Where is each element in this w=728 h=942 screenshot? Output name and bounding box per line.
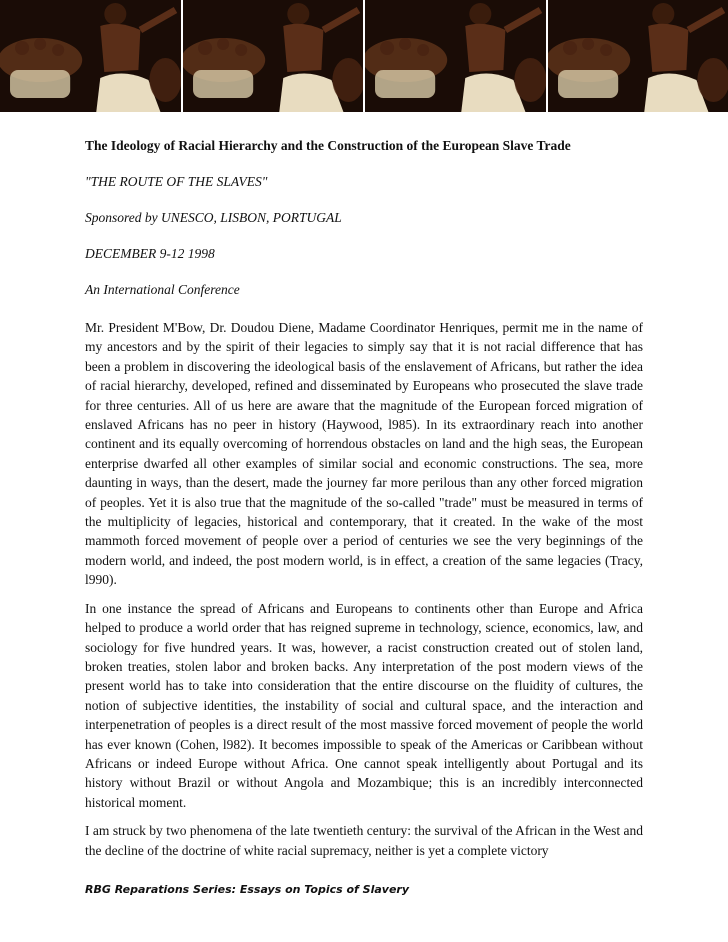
photo-banner — [0, 0, 728, 112]
dancer-photo-graphic — [0, 0, 181, 112]
body-paragraph: I am struck by two phenomena of the late twentieth century: the survival of the African in the West and the decline of the doctrine of white racial supremacy, neither is yet a complete victory — [85, 823, 643, 858]
dancer-photo — [183, 0, 366, 112]
event-line: An International Conference — [85, 282, 240, 297]
dancer-photo-graphic — [365, 0, 546, 112]
document-subtitle: "THE ROUTE OF THE SLAVES" — [85, 174, 268, 189]
dancer-photo — [548, 0, 728, 112]
body-paragraph: Mr. President M'Bow, Dr. Doudou Diene, Madame Coordinator Henriques, permit me in the name of my ancestors and by the spirit of their legacies to simply say that it is not racial difference that has been a problem in discovering the ideological basis of the enslavement of Africans, but rather the idea of racial hierarchy, developed, refined and disseminated by Europeans who prosecuted the slave trade for three centuries. All of us here are aware that the magnitude of the European forced migration of enslaved Africans has no peer in history (Haywood, l985). In its extraordinary reach into another continent and its equally overcoming of horrendous obstacles on land and the high seas, the European enterprise dwarfed all other examples of similar social and economic constructions. The sea, more daunting in ways, than the desert, made the journey far more perilous than any other forced migration of peoples. Yet it is also true that the magnitude of the so-called "trade" must be measured in terms of the multiplicity of legacies, historical and contemporary, that it created. In the wake of the most mammoth forced movement of people over a period of centuries we see the very beginnings of the modern world, and indeed, the post modern world, is in effect, a creation of the same legacies (Tracy, l990). — [85, 320, 643, 588]
dancer-photo — [0, 0, 183, 112]
series-footer: RBG Reparations Series: Essays on Topics of Slavery — [85, 883, 410, 896]
dancer-photo-graphic — [548, 0, 728, 112]
dancer-photo — [365, 0, 548, 112]
dancer-photo-graphic — [183, 0, 364, 112]
document-body — [85, 138, 643, 869]
sponsor-line: Sponsored by UNESCO, LISBON, PORTUGAL — [85, 210, 342, 225]
date-line: DECEMBER 9-12 1998 — [85, 246, 215, 261]
document-title: The Ideology of Racial Hierarchy and the Construction of the European Slave Trade — [85, 138, 571, 153]
body-paragraph: In one instance the spread of Africans and Europeans to continents other than Europe and Africa helped to produce a world order that has reigned supreme in technology, science, economics, law, and sociology for five hundred years. It was, however, a racist construction created out of stolen land, broken treaties, stolen labor and broken backs. Any interpretation of the post modern views of the present world has to take into consideration that the entire discourse on the fluidity of cultures, the notion of subjective identities, the instability of social and cultural space, and the interaction and interpenetration of peoples is a direct result of the most massive forced movement of people the world has ever known (Cohen, l982). It becomes impossible to speak of the Americas or Caribbean without Africans or indeed Europe without Africa. One cannot speak intelligently about Portugal and its history without Brazil or without Angola and Mozambique; this is an incredibly interconnected historical moment. — [85, 600, 643, 810]
